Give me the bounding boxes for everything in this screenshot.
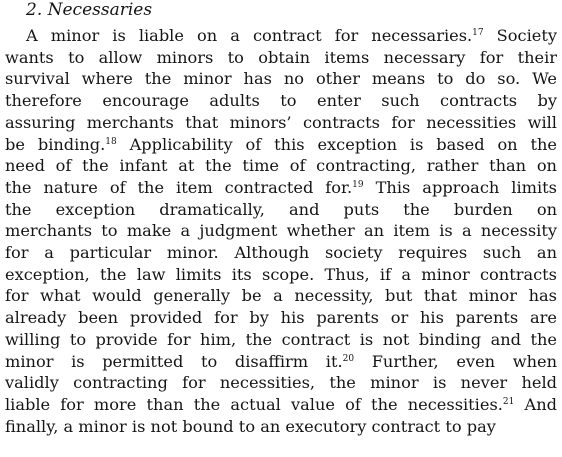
paragraph-line xyxy=(5,221,557,241)
paragraph-line xyxy=(5,178,557,198)
paragraph-line xyxy=(5,243,557,263)
line-text: be binding. xyxy=(5,134,106,154)
line-text: willing to provide for him, the contract is not binding and the xyxy=(5,329,557,349)
paragraph-line xyxy=(5,200,557,220)
paragraph-line xyxy=(5,91,557,111)
paragraph-line xyxy=(5,135,557,155)
line-text: liable for more than the actual value of the necessities. xyxy=(5,394,503,414)
line-text: minor is permitted to disaffirm it. xyxy=(5,351,343,371)
paragraph-line xyxy=(5,352,557,372)
line-text: survival where the minor has no other means to do so. We xyxy=(5,69,557,89)
line-text-continued: And xyxy=(514,394,558,414)
paragraph-line xyxy=(5,330,557,350)
line-text: need of the infant at the time of contracting, rather than on xyxy=(5,156,557,176)
line-text: for what would generally be a necessity, but that minor has xyxy=(5,286,557,306)
paragraph-line xyxy=(5,48,557,68)
paragraph-line xyxy=(5,113,557,133)
line-text: A minor is liable on a contract for necessaries. xyxy=(26,26,473,45)
paragraph-line xyxy=(26,26,557,46)
line-text: the exception dramatically, and puts the burden on xyxy=(5,199,557,219)
paragraph-line xyxy=(5,308,557,328)
line-text: the nature of the item contracted for. xyxy=(5,177,353,197)
paragraph-line xyxy=(5,265,557,285)
footnote-reference: 21 xyxy=(502,396,515,407)
line-text: wants to allow minors to obtain items necessary for their xyxy=(5,47,557,67)
line-text-continued: This approach limits xyxy=(363,177,557,197)
footnote-reference: 17 xyxy=(472,28,484,38)
line-text: validly contracting for necessities, the minor is never held xyxy=(5,373,557,393)
line-text: assuring merchants that minors’ contracts for necessities will xyxy=(5,112,557,132)
line-text-continued: Applicability of this exception is based on the xyxy=(116,134,558,154)
section-heading: 2. Necessaries xyxy=(26,0,153,20)
line-text: merchants to make a judgment whether an item is a necessity xyxy=(5,221,557,241)
line-text: exception, the law limits its scope. Thus, if a minor contracts xyxy=(5,264,557,284)
paragraph-line xyxy=(5,417,496,437)
line-text: finally, a minor is not bound to an executory contract to pay xyxy=(5,416,496,436)
paragraph-line xyxy=(5,69,557,89)
footnote-reference: 19 xyxy=(352,179,364,190)
paragraph-line xyxy=(5,373,557,393)
footnote-reference: 20 xyxy=(342,353,355,364)
line-text: already been provided for by his parents or his parents are xyxy=(5,308,557,328)
line-text-continued: Society xyxy=(483,26,557,45)
paragraph-line xyxy=(5,156,557,176)
line-text: for a particular minor. Although society requires such an xyxy=(5,243,557,262)
paragraph-line xyxy=(5,286,557,306)
line-text-continued: Further, even when xyxy=(354,351,557,371)
paragraph-line xyxy=(5,395,557,415)
line-text: therefore encourage adults to enter such contracts by xyxy=(5,91,557,111)
footnote-reference: 18 xyxy=(105,136,117,147)
